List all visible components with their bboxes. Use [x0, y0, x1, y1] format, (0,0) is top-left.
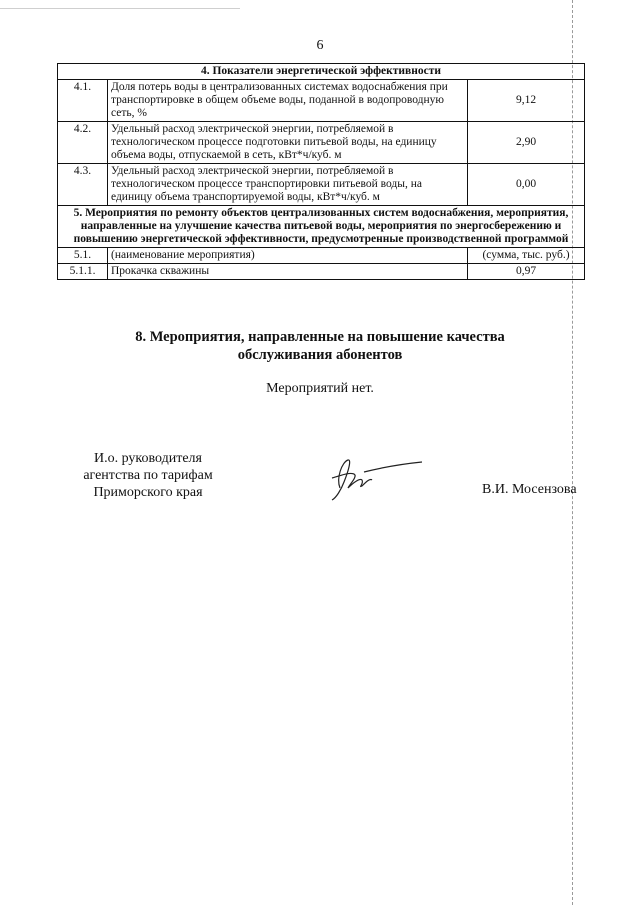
- table-row: [58, 122, 585, 164]
- section8-body: Мероприятий нет.: [266, 381, 374, 396]
- row-number: 4.2.: [58, 122, 108, 164]
- row-value: 0,00: [468, 164, 585, 206]
- row-text: Удельный расход электрической энергии, потребляемой в технологическом процессе транспортировки питьевой воды, на единицу объема транспортируемой воды, кВт*ч/куб. м: [108, 164, 468, 206]
- table-row: [58, 264, 585, 280]
- row-text: Доля потерь воды в централизованных системах водоснабжения при транспортировке в общем объеме воды, поданной в водопроводную сеть, %: [108, 80, 468, 122]
- signer-name: В.И. Мосензова: [482, 482, 577, 497]
- section4-title: 4. Показатели энергетической эффективности: [58, 64, 585, 80]
- section8-heading-line1: 8. Мероприятия, направленные на повышение качества: [135, 329, 505, 345]
- section5-header-row: [58, 206, 585, 248]
- table-row: [58, 80, 585, 122]
- signer-line1: И.о. руководителя: [93, 451, 202, 466]
- row-value: 0,97: [468, 264, 585, 280]
- row-value: 9,12: [468, 80, 585, 122]
- table-row: [58, 164, 585, 206]
- section8-heading: [0, 328, 640, 364]
- row-value: (сумма, тыс. руб.): [468, 248, 585, 264]
- row-number: 4.1.: [58, 80, 108, 122]
- page-number: 6: [316, 38, 324, 53]
- section5-title: 5. Мероприятия по ремонту объектов централизованных систем водоснабжения, мероприятия, направленные на улучшение качества питьевой воды, мероприятия по энергосбережению и повышению энергетической эффективности, предусмотренные производственной программой: [58, 206, 585, 248]
- row-text: Удельный расход электрической энергии, потребляемой в технологическом процессе подготовки питьевой воды, на единицу объема воды, отпускаемой в сеть, кВт*ч/куб. м: [108, 122, 468, 164]
- table-row: [58, 248, 585, 264]
- section8-heading-line2: обслуживания абонентов: [237, 347, 403, 363]
- handwritten-signature: [318, 448, 428, 504]
- signer-title: [63, 450, 233, 501]
- scan-edge-mark: [0, 0, 240, 9]
- row-text: (наименование мероприятия): [108, 248, 468, 264]
- row-text: Прокачка скважины: [108, 264, 468, 280]
- row-number: 4.3.: [58, 164, 108, 206]
- row-number: 5.1.: [58, 248, 108, 264]
- indicators-table: [57, 63, 585, 280]
- signer-line3: Приморского края: [93, 485, 203, 500]
- section4-header-row: [58, 64, 585, 80]
- row-number: 5.1.1.: [58, 264, 108, 280]
- row-value: 2,90: [468, 122, 585, 164]
- signer-line2: агентства по тарифам: [83, 468, 213, 483]
